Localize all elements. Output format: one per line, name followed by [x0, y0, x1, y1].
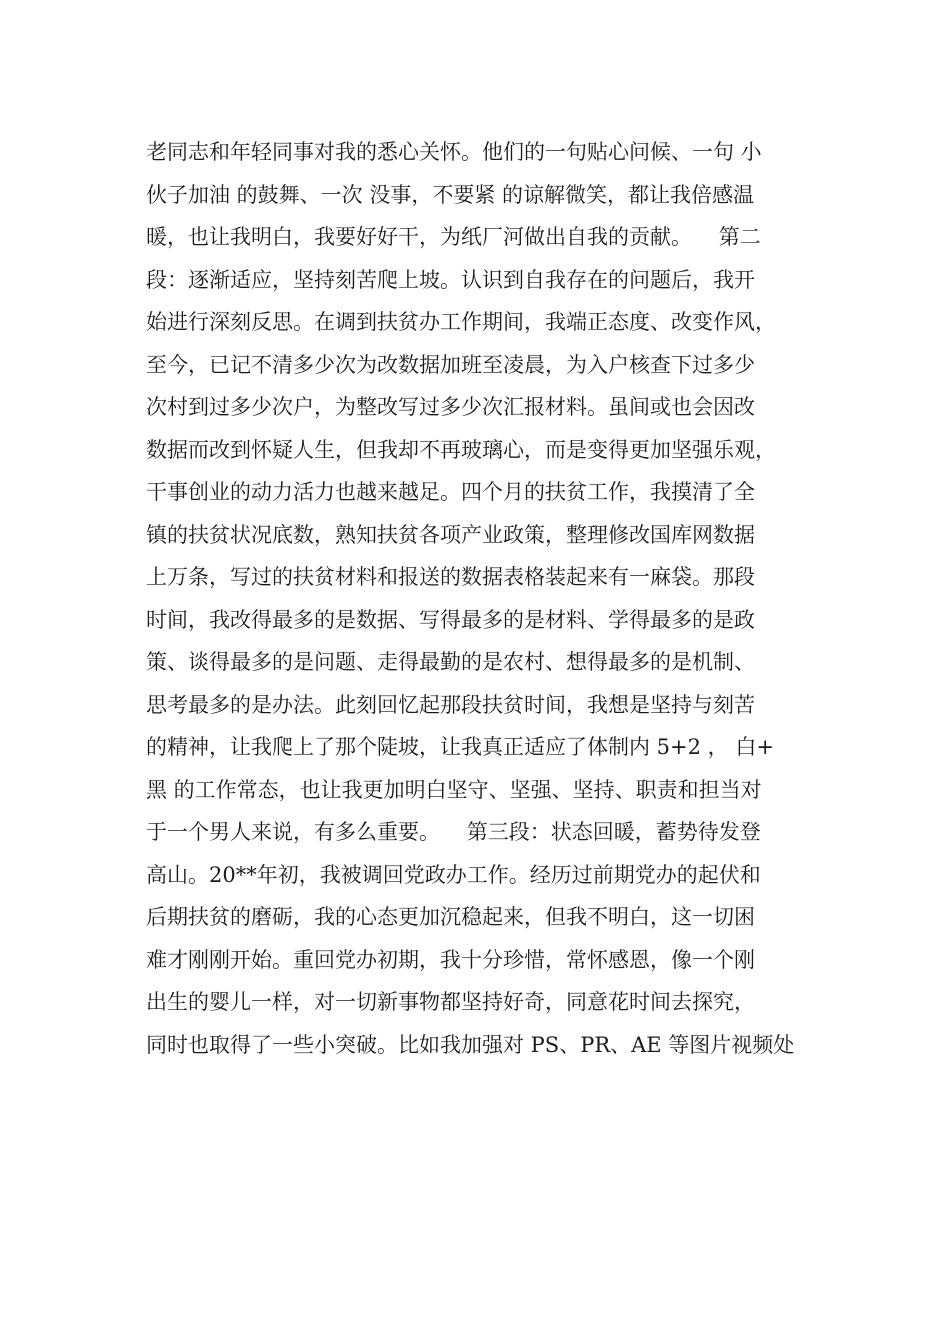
text-line: 伙子加油 的鼓舞、一次 没事，不要紧 的谅解微笑，都让我倍感温 — [146, 182, 755, 207]
text-line: 至今，已记不清多少次为改数据加班至凌晨，为入户核查下过多少 — [146, 352, 755, 377]
text-line: 于一个男人来说，有多么重要。 第三段：状态回暖，蓄势待发登 — [146, 820, 761, 844]
text-line: 思考最多的是办法。此刻回忆起那段扶贫时间，我想是坚持与刻苦 — [146, 692, 755, 717]
text-line: 始进行深刻反思。在调到扶贫办工作期间，我端正态度、改变作风， — [146, 310, 776, 334]
text-line: 后期扶贫的磨砺，我的心态更加沉稳起来，但我不明白，这一切困 — [146, 905, 755, 929]
text-line: 策、谈得最多的是问题、走得最勤的是农村、想得最多的是机制、 — [146, 650, 755, 674]
text-line: 上万条，写过的扶贫材料和报送的数据表格装起来有一麻袋。那段 — [146, 565, 755, 589]
text-line: 段：逐渐适应，坚持刻苦爬上坡。认识到自我存在的问题后，我开 — [146, 267, 755, 292]
text-line: 难才刚刚开始。重回党办初期，我十分珍惜，常怀感恩，像一个刚 — [146, 947, 755, 972]
text-line: 镇的扶贫状况底数，熟知扶贫各项产业政策，整理修改国库网数据 — [146, 522, 755, 547]
text-line: 暖，也让我明白，我要好好干，为纸厂河做出自我的贡献。 第二 — [146, 225, 761, 249]
text-line: 黑 的工作常态，也让我更加明白坚守、坚强、坚持、职责和担当对 — [146, 777, 762, 802]
text-line: 的精神，让我爬上了那个陡坡，让我真正适应了体制内 5+2 ， 白+ — [146, 735, 774, 759]
text-line: 干事创业的动力活力也越来越足。四个月的扶贫工作，我摸清了全 — [146, 480, 755, 504]
text-line: 同时也取得了一些小突破。比如我加强对 PS、PR、AE 等图片视频处 — [146, 1032, 795, 1057]
text-line: 老同志和年轻同事对我的悉心关怀。他们的一句贴心问候、一句 小 — [146, 140, 762, 164]
body-text — [146, 131, 826, 1066]
text-line: 出生的婴儿一样，对一切新事物都坚持好奇，同意花时间去探究， — [146, 990, 755, 1014]
text-line: 时间，我改得最多的是数据、写得最多的是材料、学得最多的是政 — [146, 607, 755, 632]
text-line: 次村到过多少次户，为整改写过多少次汇报材料。虽间或也会因改 — [146, 395, 755, 419]
text-line: 数据而改到怀疑人生，但我却不再玻璃心，而是变得更加坚强乐观， — [146, 437, 776, 462]
text-line: 高山。20**年初，我被调回党政办工作。经历过前期党办的起伏和 — [146, 862, 761, 887]
